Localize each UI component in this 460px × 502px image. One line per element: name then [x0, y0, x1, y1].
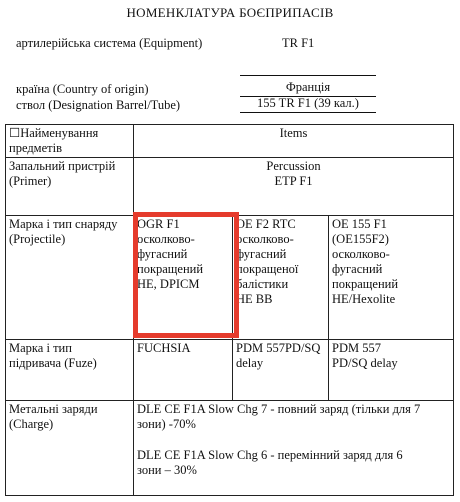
primer-label-line2: (Primer) — [9, 174, 52, 188]
projectile-oe-f2-line: покращеної — [236, 262, 299, 276]
projectile-ogr-line: фугасний — [137, 247, 188, 261]
fuze-pdm-557pd-line1: PDM 557PD/SQ — [236, 341, 321, 355]
projectile-ogr-cell — [134, 216, 233, 340]
header-name-line2: предметів — [9, 141, 62, 155]
projectile-oe-155-cell — [329, 216, 454, 340]
charge-label-cell — [6, 401, 134, 496]
projectile-label-cell — [6, 216, 134, 340]
projectile-oe-155-line: (OE155F2) — [332, 232, 389, 246]
primer-label-cell — [6, 158, 134, 216]
fuze-pdm-557-cell — [329, 340, 454, 401]
charge-label-line2: (Charge) — [9, 417, 54, 431]
country-value: Франція — [240, 80, 376, 97]
equipment-label: артилерійська система (Equipment) — [16, 36, 203, 50]
fuze-label-cell — [6, 340, 134, 401]
fuze-pdm-557-line1: PDM 557 — [332, 341, 381, 355]
document-title: НОМЕНКЛАТУРА БОЄПРИПАСІВ — [126, 5, 334, 20]
projectile-label-line2: (Projectile) — [9, 232, 66, 246]
primer-value-cell — [134, 158, 454, 216]
charge-full-line2: зони) -70% — [137, 417, 196, 431]
projectile-oe-155-line: осколково- — [332, 247, 390, 261]
fuze-row — [6, 340, 454, 401]
barrel-label: ствол (Designation Barrel/Tube) — [16, 98, 181, 112]
country-top-rule — [240, 75, 376, 76]
fuze-pdm-557pd-cell — [233, 340, 329, 401]
fuze-fuchsia-cell: FUCHSIA — [134, 340, 233, 401]
projectile-label-line1: Марка і тип снаряду — [9, 217, 118, 231]
country-label: країна (Country of origin) — [16, 82, 149, 96]
projectile-oe-155-line: фугасний — [332, 262, 383, 276]
projectile-oe-f2-cell — [233, 216, 329, 340]
header-name-cell — [6, 125, 134, 158]
projectile-ogr-line: осколково- — [137, 232, 195, 246]
fuze-label-line2: підривача (Fuze) — [9, 356, 97, 370]
charge-value-cell — [134, 401, 454, 496]
primer-value-line2: ETP F1 — [274, 174, 313, 188]
charge-spacer — [137, 432, 450, 448]
projectile-ogr-line: HE, DPICM — [137, 277, 200, 291]
projectile-oe-155-line: OE 155 F1 — [332, 217, 387, 231]
projectile-oe-f2-line: OE F2 RTC — [236, 217, 296, 231]
table-header-row — [6, 125, 454, 158]
primer-value-line1: Percussion — [266, 159, 321, 173]
projectile-oe-155-line: HE/Hexolite — [332, 292, 396, 306]
projectile-ogr-line: покращений — [137, 262, 204, 276]
header-name-line1: ☐Найменування — [9, 126, 99, 140]
fuze-label-line1: Марка і тип — [9, 341, 72, 355]
projectile-row — [6, 216, 454, 340]
charge-row — [6, 401, 454, 496]
projectile-oe-155-line: покращений — [332, 277, 399, 291]
primer-row — [6, 158, 454, 216]
charge-variable-line2: зони – 30% — [137, 463, 197, 477]
projectile-oe-f2-line: балістики — [236, 277, 289, 291]
projectile-oe-f2-line: HE BB — [236, 292, 273, 306]
ammunition-table — [5, 124, 454, 496]
charge-label-line1: Метальні заряди — [9, 402, 98, 416]
equipment-value: TR F1 — [282, 36, 315, 50]
fuze-pdm-557pd-line2: delay — [236, 356, 264, 370]
barrel-value: 155 TR F1 (39 кал.) — [240, 96, 376, 113]
charge-variable-line1: DLE CE F1A Slow Chg 6 - перемінний заряд для 6 — [137, 448, 403, 462]
header-items-cell: Items — [134, 125, 454, 158]
projectile-oe-f2-line: фугасний — [236, 247, 287, 261]
charge-full-line1: DLE CE F1A Slow Chg 7 - повний заряд (тільки для 7 — [137, 402, 421, 416]
fuze-pdm-557-line2: PD/SQ delay — [332, 356, 398, 370]
projectile-ogr-line: OGR F1 — [137, 217, 180, 231]
projectile-oe-f2-line: осколково- — [236, 232, 294, 246]
primer-label-line1: Запальний пристрій — [9, 159, 116, 173]
